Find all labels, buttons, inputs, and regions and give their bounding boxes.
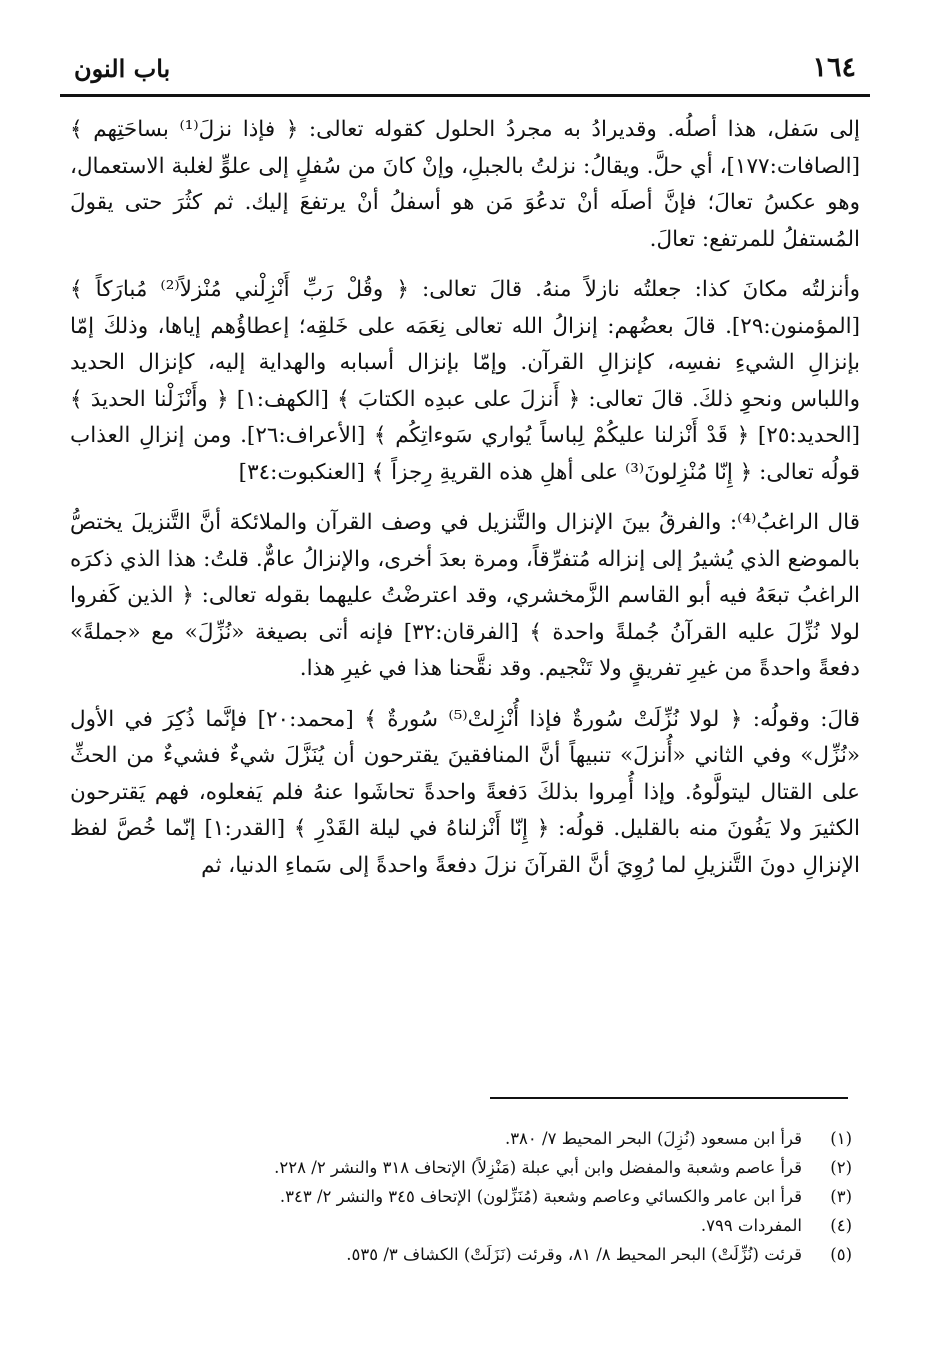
paragraph: إلى سَفل، هذا أصلُه. وقديرادُ به مجردُ الحلول كقوله تعالى: ﴿ فإذا نزلَ⁽¹⁾ بساحَتِهم ﴾ [الصافات:١٧٧]، أي حلَّ. ويقالُ: نزلتُ بالجبلِ، وإنْ كانَ من سُفلٍ إلى علوٍّ لغلبة الاستعمال، وهو عكسُ تعالَ؛ فإنَّ أصلَه أنْ تدعُوَ مَن هو أسفلُ أنْ يرتفعَ إليك. ثم كثُرَ حتى يقولَ المُستفلُ للمرتفع: تعالَ. — [70, 117, 860, 252]
footnote — [80, 1153, 852, 1182]
footnote-number: (٥) — [830, 1245, 852, 1264]
footnote-text: قرأ عاصم وشعبة والمفضل وابن أبي عبلة (مَنْزِلاً) الإتحاف ٣١٨ والنشر ٢/ ٢٢٨. — [274, 1158, 802, 1177]
footnote-text: قرأ ابن عامر والكسائي وعاصم وشعبة (مُنَزِّلون) الإتحاف ٣٤٥ والنشر ٢/ ٣٤٣. — [279, 1187, 802, 1206]
footnote — [80, 1211, 852, 1240]
footnote — [80, 1182, 852, 1211]
footnote-text: المفردات ٧٩٩. — [700, 1216, 802, 1235]
footnotes — [80, 1124, 852, 1269]
page-number: ١٦٤ — [812, 52, 856, 83]
footnote-text: قرأ ابن مسعود (نُزِلَ) البحر المحيط ٧/ ٣٨٠. — [504, 1129, 802, 1148]
paragraph: وأنزلتُه مكانَ كذا: جعلتُه نازلاً منهُ. قالَ تعالى: ﴿ وقُلْ رَبِّ أَنْزِلْني مُنْزلاً⁽²⁾ مُبارَكاً ﴾ [المؤمنون:٢٩]. قالَ بعضُهم: إنزالُ الله تعالى نِعَمَه على خَلقِه؛ إعطاؤُهم إياها، وذلكَ إمّا بإنزالِ الشيءِ نفسِه، كإنزالِ القرآن. وإمّا بإنزال أسبابه والهداية إليه، كإنزال الحديد واللباس ونحوِ ذلكَ. قالَ تعالى: ﴿ أَنزلَ على عبدِه الكتابَ ﴾ [الكهف:١] ﴿ وأَنْزَلْنا الحديدَ ﴾ [الحديد:٢٥] ﴿ قَدْ أَنْزلنا عليكُمْ لِباساً يُواري سَوءاتِكُم ﴾ [الأعراف:٢٦]. ومن إنزالِ العذاب قولُه تعالى: ﴿ إِنّا مُنْزِلونَ⁽³⁾ على أهلِ هذه القريةِ رِجزاً ﴾ [العنكبوت:٣٤] — [70, 277, 861, 485]
paragraph: قال الراغبُ⁽⁴⁾: والفرقُ بينَ الإنزال والتَّنزيل في وصف القرآن والملائكة أنَّ التَّنزيلَ يختصُّ بالموضع الذي يُشيرُ إلى إنزاله مُتفرِّقاً، ومرة بعدَ أخرى، والإنزالُ عامٌّ. قلتُ: هذا الذي ذكرَه الراغبُ تبعَهُ فيه أبو القاسم الزَّمخشري، وقد اعترضْتُ عليهما بقوله تعالى: ﴿ الذين كَفروا لولا نُزِّلَ عليه القرآنُ جُملةً واحدة ﴾ [الفرقان:٣٢] فإنه أتى بصيغة «نُزِّلَ» مع «جملةً» دفعةً واحدةً من غيرِ تفريقٍ ولا تَنْجيم. وقد نقَّحنا هذا في غيرِ هذا. — [70, 510, 860, 681]
page-header — [66, 52, 864, 92]
paragraph: قالَ: وقولُه: ﴿ لولا نُزِّلَتْ سُورةٌ فإذا أُنْزِلتْ⁽⁵⁾ سُورةٌ ﴾ [محمد:٢٠] فإنَّما ذُكِرَ في الأول «نُزِّل» وفي الثاني «أُنزلَ» تنبيهاً أنَّ المنافقينَ يقترحون أن يُنَزَّلَ شيءٌ فشيءٌ من الحثِّ على القتال ليتولَّوهُ. وإذا أُمِروا بذلكَ دَفعةً واحدةً تحاشَوا عنهُ فلم يَفعلوه، فهم يَقترحون الكثيرَ ولا يَفُونَ منه بالقليل. قولُه: ﴿ إِنّا أَنْزلناهُ في ليلة القَدْرِ ﴾ [القدر:١] إنّما خُصَّ لفظ الإنزالِ دونَ التَّنزيلِ لما رُوِيَ أنَّ القرآنَ نزلَ دفعةً واحدةً إلى سَماءِ الدنيا، ثم — [70, 706, 860, 878]
chapter-title: باب النون — [74, 54, 171, 83]
footnote-number: (٤) — [830, 1216, 852, 1235]
footnote — [80, 1124, 852, 1153]
footnote — [80, 1240, 852, 1269]
footnote-text: قرئت (نُزِّلَتْ) البحر المحيط ٨/ ٨١، وقرئت (نَزَلَتْ) الكشاف ٣/ ٥٣٥. — [346, 1245, 802, 1264]
main-text — [70, 112, 860, 884]
footnote-divider — [490, 1097, 848, 1099]
header-divider — [60, 94, 870, 97]
footnote-number: (٢) — [830, 1158, 852, 1177]
footnote-number: (١) — [830, 1129, 852, 1148]
footnote-number: (٣) — [830, 1187, 852, 1206]
